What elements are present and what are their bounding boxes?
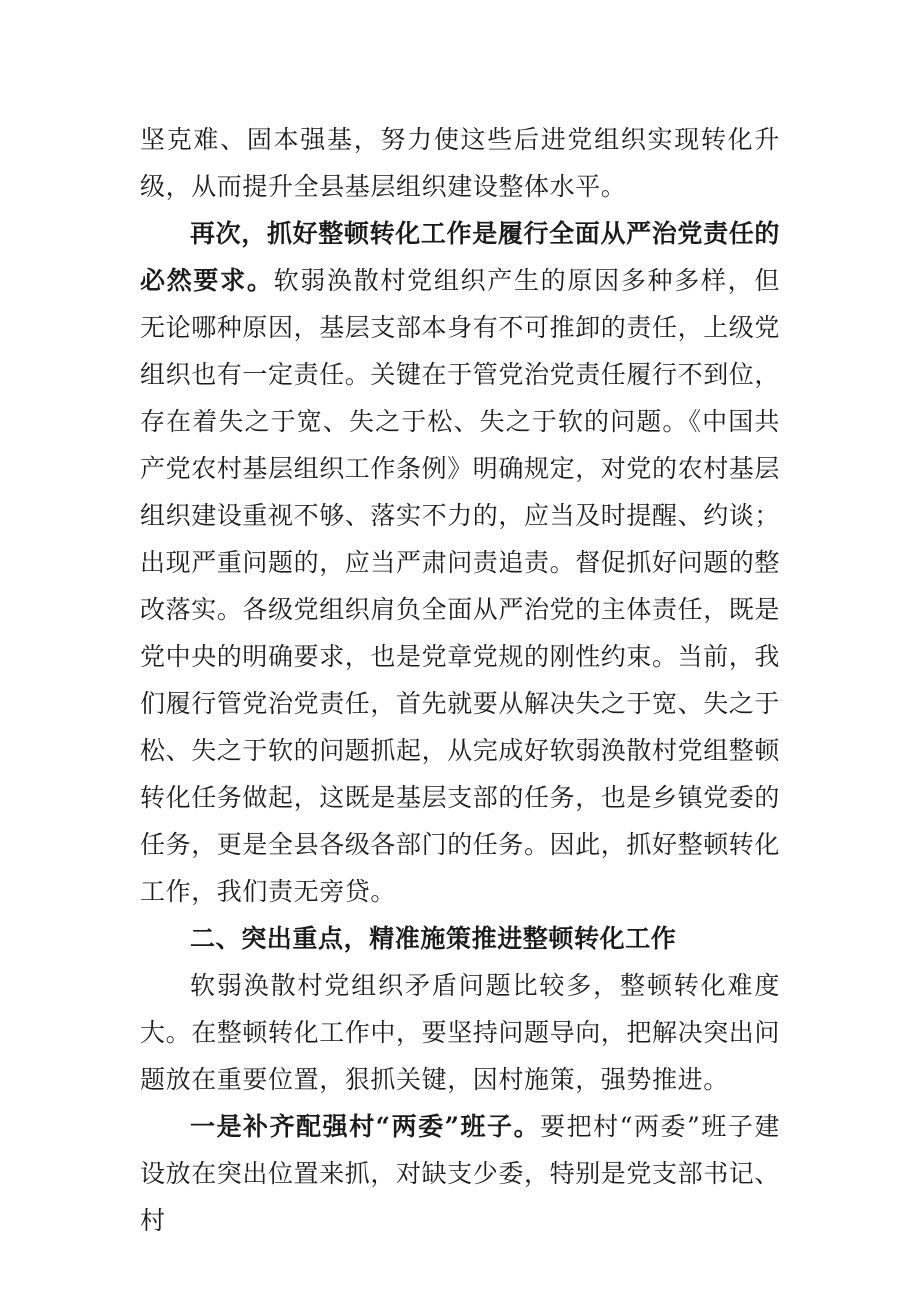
paragraph-lead: 一是补齐配强村“两委”班子。	[190, 1112, 541, 1141]
paragraph-text: 软弱涣散村党组织产生的原因多种多样，但无论哪种原因，基层支部本身有不可推卸的责任，上级党组织也有一定责任。关键在于管党治党责任履行不到位，存在着失之于宽、失之于松、失之于软的问题。《中国共产党农村基层组织工作条例》明确规定，对党的农村基层组织建设重视不够、落实不力的，应当及时提醒、约谈；出现严重问题的，应当严肃问责追责。督促抓好问题的整改落实。各级党组织肩负全面从严治党的主体责任，既是党中央的明确要求，也是党章党规的刚性约束。当前，我们履行管党治党责任，首先就要从解决失之于宽、失之于松、失之于软的问题抓起，从完成好软弱涣散村党组整顿转化任务做起，这既是基层支部的任务，也是乡镇党委的任务，更是全县各级各部门的任务。因此，抓好整顿转化工作，我们责无旁贷。	[140, 266, 781, 906]
paragraph-point-one	[140, 1103, 780, 1244]
paragraph-text: 坚克难、固本强基，努力使这些后进党组织实现转化升级，从而提升全县基层组织建设整体水平。	[140, 125, 780, 201]
paragraph-text: 要把村“两委”班子建设放在突出位置来抓，对缺支少委，特别是党支部书记、村	[140, 1112, 781, 1235]
section-heading: 二、突出重点，精准施策推进整顿转化工作	[190, 924, 677, 953]
paragraph-intro	[140, 962, 780, 1103]
paragraph-responsibility	[140, 210, 780, 915]
paragraph-continuation	[140, 116, 780, 210]
paragraph-text: 软弱涣散村党组织矛盾问题比较多，整顿转化难度大。在整顿转化工作中，要坚持问题导向，把解决突出问题放在重要位置，狠抓关键，因村施策，强势推进。	[140, 971, 781, 1094]
paragraph-lead: 再次，抓好整顿转化工作是履行全面从严治党责任的必然要求。	[140, 219, 780, 295]
document-page	[140, 116, 780, 1244]
